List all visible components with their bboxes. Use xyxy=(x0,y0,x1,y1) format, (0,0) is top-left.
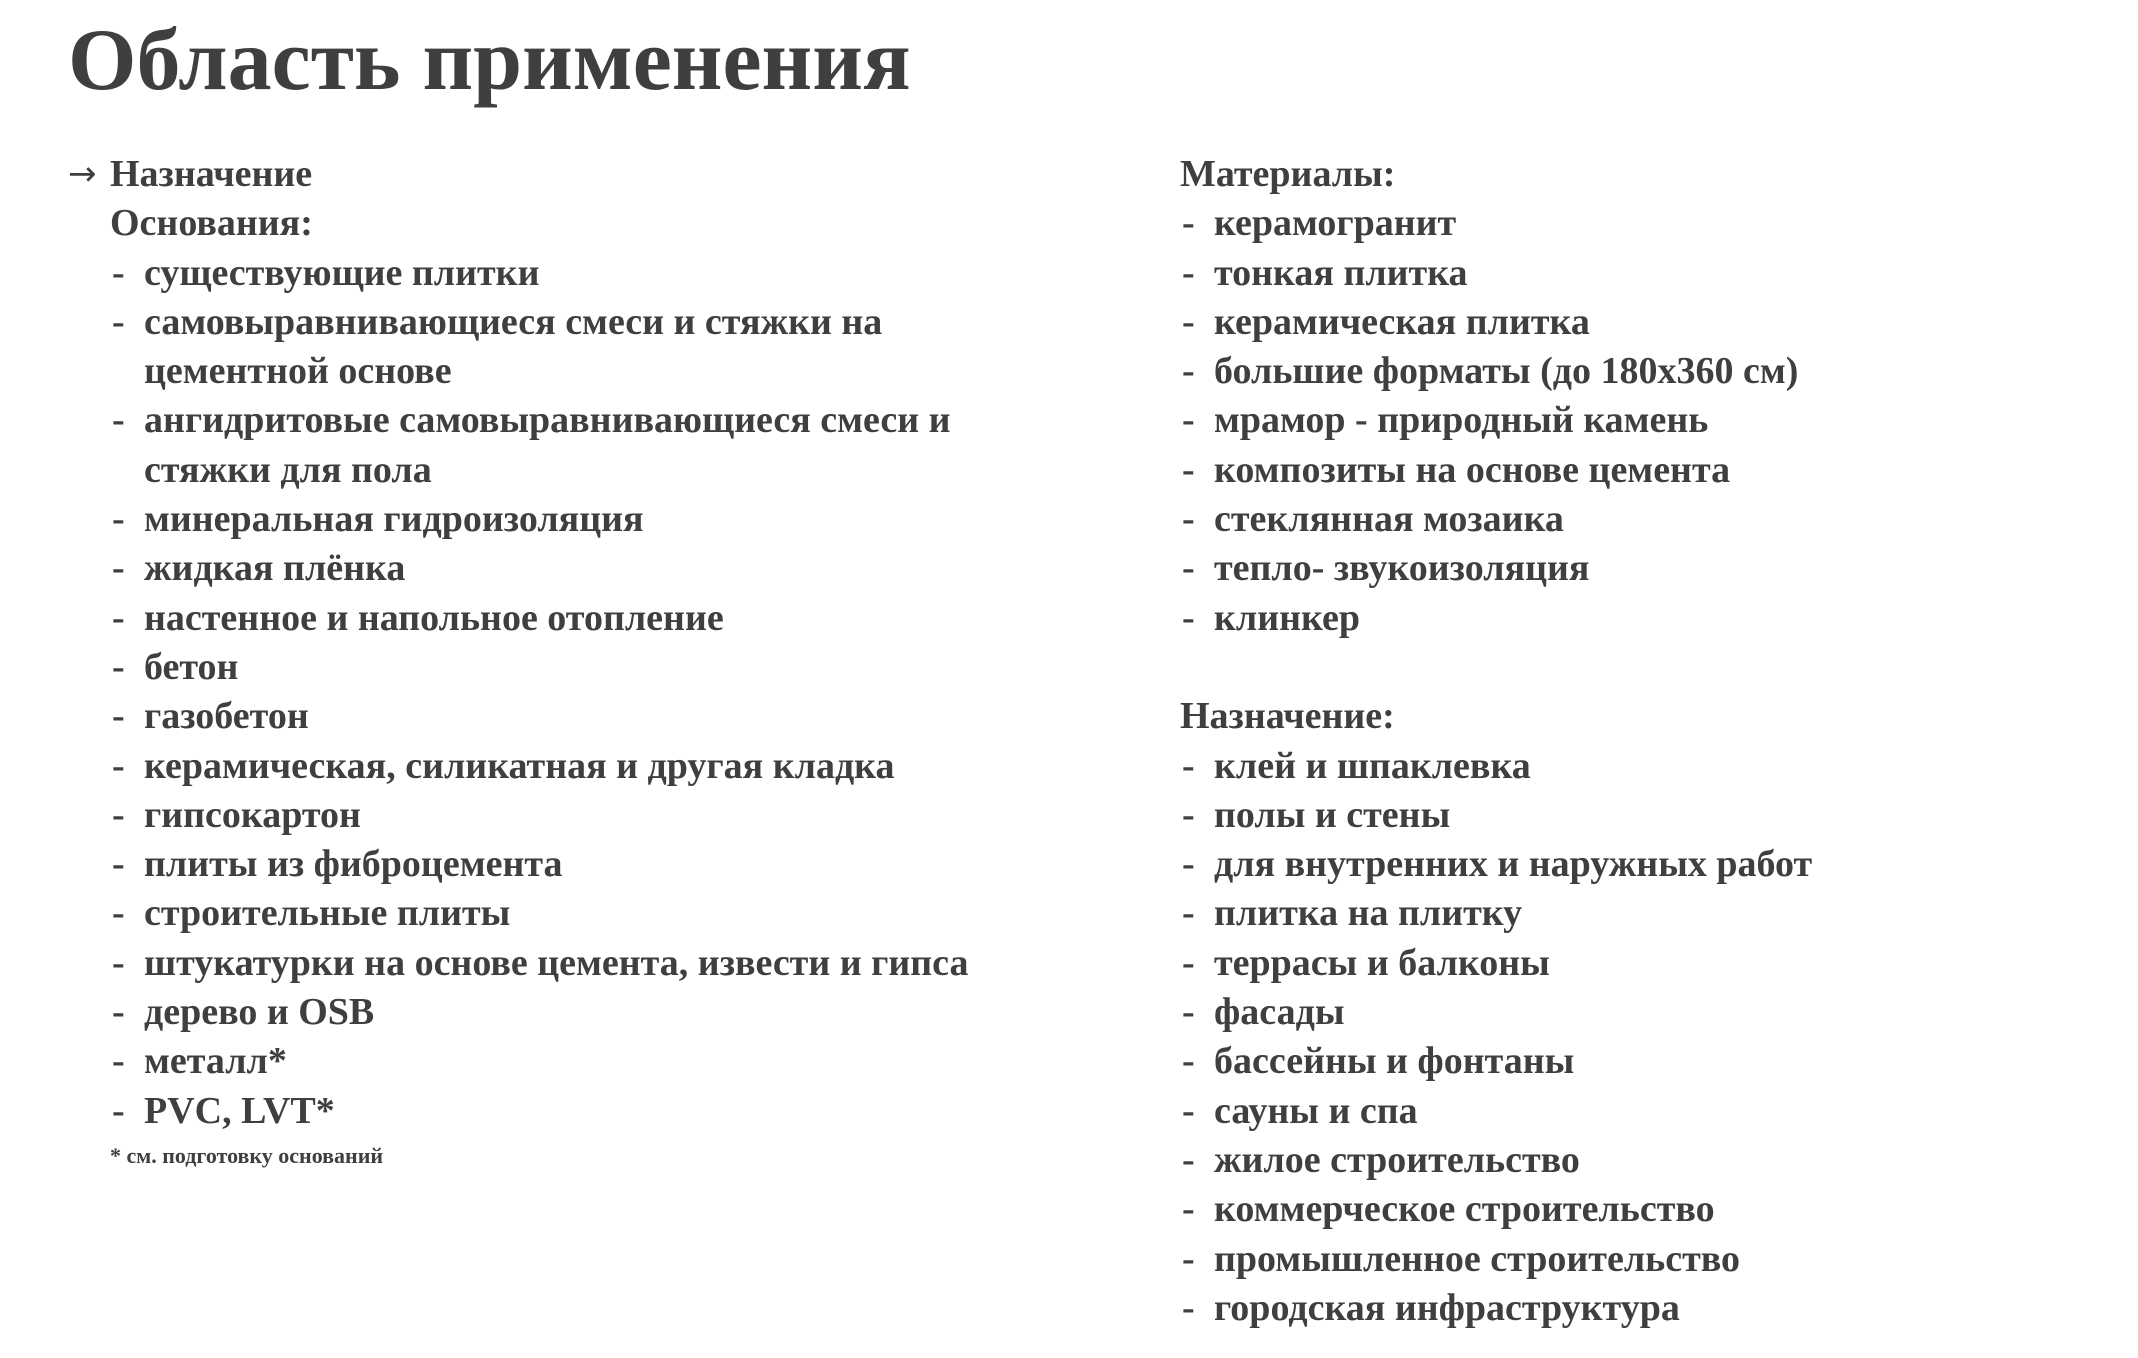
materials-heading: Материалы: xyxy=(1180,153,1396,195)
bullet-dash: - xyxy=(1182,1286,1195,1329)
list-item xyxy=(1180,199,2080,248)
list-item xyxy=(68,840,1068,889)
list-item-text: фасады xyxy=(1214,991,1345,1034)
intro-label: Назначение xyxy=(110,153,313,195)
list-item-text: бассейны и фонтаны xyxy=(1214,1040,1575,1083)
bullet-dash: - xyxy=(112,991,125,1034)
list-item xyxy=(1180,396,2080,445)
materials-column xyxy=(1180,150,2080,1333)
list-item-text: большие форматы (до 180x360 см) xyxy=(1214,350,1799,393)
bullet-dash: - xyxy=(112,941,125,984)
list-item-text: жидкая плёнка xyxy=(144,547,406,590)
list-item xyxy=(1180,1185,2080,1234)
bullet-dash: - xyxy=(1182,892,1195,935)
list-item-text: PVC, LVT* xyxy=(144,1089,335,1132)
list-item-text: клей и шпаклевка xyxy=(1214,744,1531,787)
list-item xyxy=(1180,298,2080,347)
list-item-text: плитка на плитку xyxy=(1214,892,1523,935)
bullet-dash: - xyxy=(112,793,125,836)
bullet-dash: - xyxy=(112,547,125,590)
bullet-dash: - xyxy=(112,498,125,541)
bullet-dash: - xyxy=(1182,399,1195,442)
list-item xyxy=(1180,939,2080,988)
list-item-text: керамогранит xyxy=(1214,202,1457,245)
bullet-dash: - xyxy=(112,1089,125,1132)
bullet-dash: - xyxy=(112,744,125,787)
list-item-text: дерево и OSB xyxy=(144,991,375,1034)
bullet-dash: - xyxy=(1182,843,1195,886)
list-item xyxy=(1180,1136,2080,1185)
list-item-text: настенное и напольное отопление xyxy=(144,596,724,639)
list-item xyxy=(68,594,1068,643)
purpose-list xyxy=(1180,742,2080,1334)
list-item-text: тепло- звукоизоляция xyxy=(1214,547,1590,590)
bases-heading: Основания: xyxy=(110,202,313,245)
bullet-dash: - xyxy=(112,892,125,935)
list-item-text: самовыравнивающиеся смеси и стяжки на xyxy=(144,300,883,343)
list-item xyxy=(68,495,1068,544)
list-item xyxy=(1180,742,2080,791)
list-item-text: для внутренних и наружных работ xyxy=(1214,843,1813,886)
list-item-text: гипсокартон xyxy=(144,793,361,836)
list-item-text: полы и стены xyxy=(1214,793,1451,836)
list-item-text-continued: стяжки для пола xyxy=(144,448,432,491)
list-item-text: композиты на основе цемента xyxy=(1214,448,1731,491)
list-item xyxy=(1180,594,2080,643)
list-item xyxy=(68,692,1068,741)
bullet-dash: - xyxy=(112,695,125,738)
bullet-dash: - xyxy=(112,399,125,442)
list-item xyxy=(68,742,1068,791)
bullet-dash: - xyxy=(112,251,125,294)
list-item xyxy=(1180,249,2080,298)
list-item-text: плиты из фиброцемента xyxy=(144,843,563,886)
list-item xyxy=(1180,347,2080,396)
list-item-text: жилое строительство xyxy=(1214,1138,1580,1181)
list-item-text: городская инфраструктура xyxy=(1214,1286,1680,1329)
list-item-text: существующие плитки xyxy=(144,251,540,294)
bullet-dash: - xyxy=(1182,941,1195,984)
list-item-text-continued: цементной основе xyxy=(144,350,452,393)
bullet-dash: - xyxy=(1182,547,1195,590)
list-item xyxy=(68,1037,1068,1086)
list-item xyxy=(1180,544,2080,593)
bullet-dash: - xyxy=(1182,1089,1195,1132)
list-item-text: коммерческое строительство xyxy=(1214,1188,1715,1231)
list-item xyxy=(68,544,1068,593)
list-item xyxy=(1180,446,2080,495)
list-item-text: мрамор - природный камень xyxy=(1214,399,1709,442)
list-item xyxy=(68,298,1068,397)
list-item xyxy=(68,643,1068,692)
list-item-text: штукатурки на основе цемента, извести и гипса xyxy=(144,941,969,984)
bullet-dash: - xyxy=(1182,300,1195,343)
list-item-text: сауны и спа xyxy=(1214,1089,1418,1132)
list-item-text: металл* xyxy=(144,1040,287,1083)
list-item xyxy=(68,1087,1068,1136)
list-item xyxy=(68,791,1068,840)
materials-list xyxy=(1180,199,2080,643)
list-item-text: керамическая плитка xyxy=(1214,300,1590,343)
list-item xyxy=(68,889,1068,938)
bullet-dash: - xyxy=(112,843,125,886)
bullet-dash: - xyxy=(1182,744,1195,787)
bullet-dash: - xyxy=(1182,1237,1195,1280)
list-item-text: тонкая плитка xyxy=(1214,251,1468,294)
list-item-text: минеральная гидроизоляция xyxy=(144,498,644,541)
intro-row xyxy=(68,150,1068,199)
list-item xyxy=(1180,1284,2080,1333)
bullet-dash: - xyxy=(1182,1188,1195,1231)
bullet-dash: - xyxy=(1182,448,1195,491)
bullet-dash: - xyxy=(112,1040,125,1083)
list-item xyxy=(68,988,1068,1037)
list-item-text: строительные плиты xyxy=(144,892,511,935)
list-item-text: бетон xyxy=(144,645,239,688)
list-item xyxy=(68,396,1068,495)
list-item xyxy=(1180,495,2080,544)
list-item xyxy=(1180,889,2080,938)
bullet-dash: - xyxy=(1182,1040,1195,1083)
bullet-dash: - xyxy=(1182,793,1195,836)
right-arrow-icon: → xyxy=(68,154,97,194)
list-item-text: террасы и балконы xyxy=(1214,941,1550,984)
bullet-dash: - xyxy=(1182,596,1195,639)
list-item-text: керамическая, силикатная и другая кладка xyxy=(144,744,895,787)
purpose-heading: Назначение: xyxy=(1180,695,1395,738)
bases-list xyxy=(68,249,1068,1136)
bullet-dash: - xyxy=(1182,202,1195,245)
bullet-dash: - xyxy=(112,645,125,688)
bullet-dash: - xyxy=(1182,498,1195,541)
bullet-dash: - xyxy=(1182,350,1195,393)
list-item xyxy=(68,249,1068,298)
list-item xyxy=(1180,1235,2080,1284)
bullet-dash: - xyxy=(1182,1138,1195,1181)
list-item-text: промышленное строительство xyxy=(1214,1237,1741,1280)
list-item xyxy=(1180,1087,2080,1136)
bullet-dash: - xyxy=(112,596,125,639)
list-item-text: клинкер xyxy=(1214,596,1360,639)
list-item xyxy=(68,939,1068,988)
list-item xyxy=(1180,988,2080,1037)
list-item xyxy=(1180,1037,2080,1086)
bullet-dash: - xyxy=(1182,991,1195,1034)
bullet-dash: - xyxy=(112,300,125,343)
list-item-text: газобетон xyxy=(144,695,309,738)
bullet-dash: - xyxy=(1182,251,1195,294)
footnote: * см. подготовку оснований xyxy=(110,1142,384,1168)
list-item-text: стеклянная мозаика xyxy=(1214,498,1564,541)
list-item-text: ангидритовые самовыравнивающиеся смеси и xyxy=(144,399,951,442)
list-item xyxy=(1180,840,2080,889)
page-title: Область применения xyxy=(68,12,911,109)
list-item xyxy=(1180,791,2080,840)
section-spacer xyxy=(1180,643,2080,692)
bases-column xyxy=(68,150,1068,1176)
